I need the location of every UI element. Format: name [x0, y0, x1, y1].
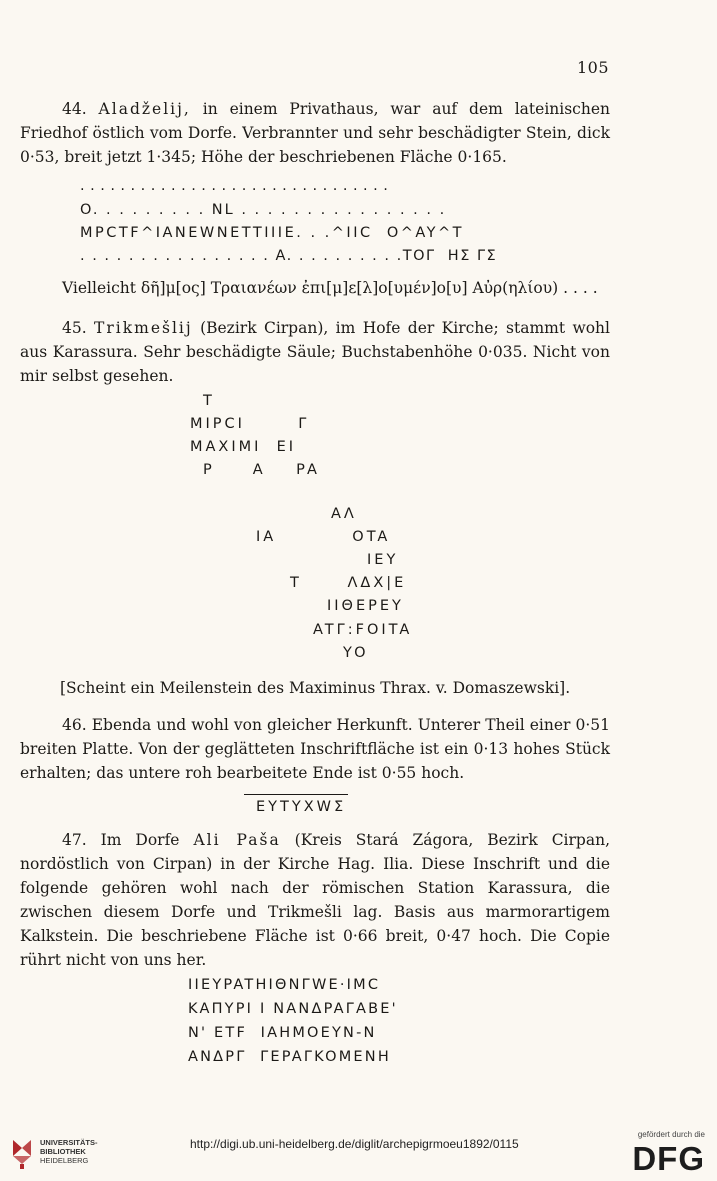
entry-44-inscription-line-2: O. . . . . . . . . NL . . . . . . . . . . . . . . . .: [80, 202, 447, 218]
library-name: [40, 1138, 98, 1165]
entry-45-note: [Scheint ein Meilenstein des Maximinus Thrax. v. Domaszewski].: [60, 679, 571, 697]
source-url-link[interactable]: http://digi.ub.uni-heidelberg.de/diglit/archepigrmoeu1892/0115: [190, 1137, 519, 1151]
entry-45-inscription-b-line-6: ATΓ:FOITA: [313, 622, 413, 638]
entry-44-inscription-line-3: MPCTF^IANEWNETTIIIE. . .^IIC O^AY^T: [80, 225, 465, 241]
page-number: 105: [576, 58, 609, 77]
entry-46-inscription: EYTYXWΣ: [256, 799, 347, 815]
entry-45-number: 45.: [62, 319, 87, 337]
entry-44-inscription-line-1: ...............................: [80, 178, 394, 194]
entry-45-inscription-b-line-2: IA OTA: [256, 529, 391, 545]
entry-44-name: Aladželij,: [98, 100, 191, 118]
entry-45-inscription-a-line-4: P A PA: [203, 462, 320, 478]
entry-44-inscription-line-4: . . . . . . . . . . . . . . . . A. . . . . . . . . .TOΓ HΣ ΓΣ: [80, 248, 498, 264]
entry-46-text: Ebenda und wohl von gleicher Herkunft. Unterer Theil einer 0·51 breiten Platte. Von der geglätteten Inschriftfläche ist ein 0·13 hohes Stück erhalten; das untere roh bearbeitete Ende ist 0·55 hoch.: [20, 716, 610, 782]
entry-45-text: (Bezirk Cirpan), im Hofe der Kirche; stammt wohl aus Karassura. Sehr beschädigte Säule; Buchstabenhöhe 0·035. Nicht von mir selbst gesehen.: [20, 319, 610, 385]
dfg-logo: DFG: [632, 1140, 705, 1177]
entry-45-paragraph: [20, 316, 610, 388]
entry-47-inscription-line-4: ANΔPΓ ΓEPAΓKOMENH: [188, 1049, 391, 1065]
entry-44-reading: Vielleicht δῆ]μ[ος] Τραιανέων ἐπι[μ]ε[λ]ο[υμέν]ο[υ] Αὐρ(ηλίου) . . . .: [62, 279, 598, 297]
entry-44-number: 44.: [62, 100, 87, 118]
funding-caption: gefördert durch die: [637, 1130, 705, 1139]
entry-47-inscription-line-2: KAΠYPI I NANΔPAΓABE': [188, 1001, 398, 1017]
library-name-line-1: UNIVERSITÄTS-: [40, 1138, 98, 1147]
entry-45-name: Trikmešlij: [94, 319, 193, 337]
entry-47-name: Ali Paša: [193, 831, 281, 849]
entry-45-inscription-b-line-1: AΛ: [331, 506, 357, 522]
library-name-line-2: BIBLIOTHEK: [40, 1147, 86, 1156]
entry-45-inscription-a-line-1: T: [203, 393, 215, 409]
entry-45-inscription-b-line-5: IIΘEPEY: [327, 598, 404, 614]
entry-47-inscription-line-1: IIEYPATHIΘNΓWE·IMC: [188, 977, 381, 993]
entry-45-inscription-a-line-2: MIPCI Γ: [190, 416, 310, 432]
entry-46-paragraph: [20, 713, 610, 785]
footer-bar: [0, 1128, 717, 1181]
entry-45-inscription-b-line-7: YO: [343, 645, 369, 661]
entry-45-inscription-b-line-3: IEY: [367, 552, 399, 568]
entry-47-text: (Kreis Stará Zágora, Bezirk Cirpan, nordöstlich von Cirpan) in der Kirche Hag. Ilia. Diese Inschrift und die folgende gehören wohl nach der römischen Station Karassura, die zwischen diesem Dorfe und Trikmešli lag. Basis aus marmorartigem Kalkstein. Die beschriebene Fläche ist 0·66 breit, 0·47 hoch. Die Copie rührt nicht von uns her.: [20, 831, 610, 969]
entry-44-paragraph: [20, 97, 610, 169]
entry-47-number: 47.: [62, 831, 87, 849]
entry-47-intro: Im Dorfe: [100, 831, 180, 849]
entry-47-paragraph: [20, 828, 610, 972]
entry-47-inscription-line-3: N' ETF IAHMOEYN-N: [188, 1025, 377, 1041]
entry-45-inscription-b-line-4: T ΛΔX|E: [290, 575, 407, 591]
entry-46-number: 46.: [62, 716, 87, 734]
university-library-logo-icon: [9, 1138, 35, 1175]
entry-45-inscription-a-line-3: MAXIMI EI: [190, 439, 297, 455]
library-name-line-3: HEIDELBERG: [40, 1156, 89, 1165]
entry-44-text: in einem Privathaus, war auf dem lateinischen Friedhof östlich vom Dorfe. Verbrannter und sehr beschädigter Stein, dick 0·53, breit jetzt 1·345; Höhe der beschriebenen Fläche 0·165.: [20, 100, 610, 166]
